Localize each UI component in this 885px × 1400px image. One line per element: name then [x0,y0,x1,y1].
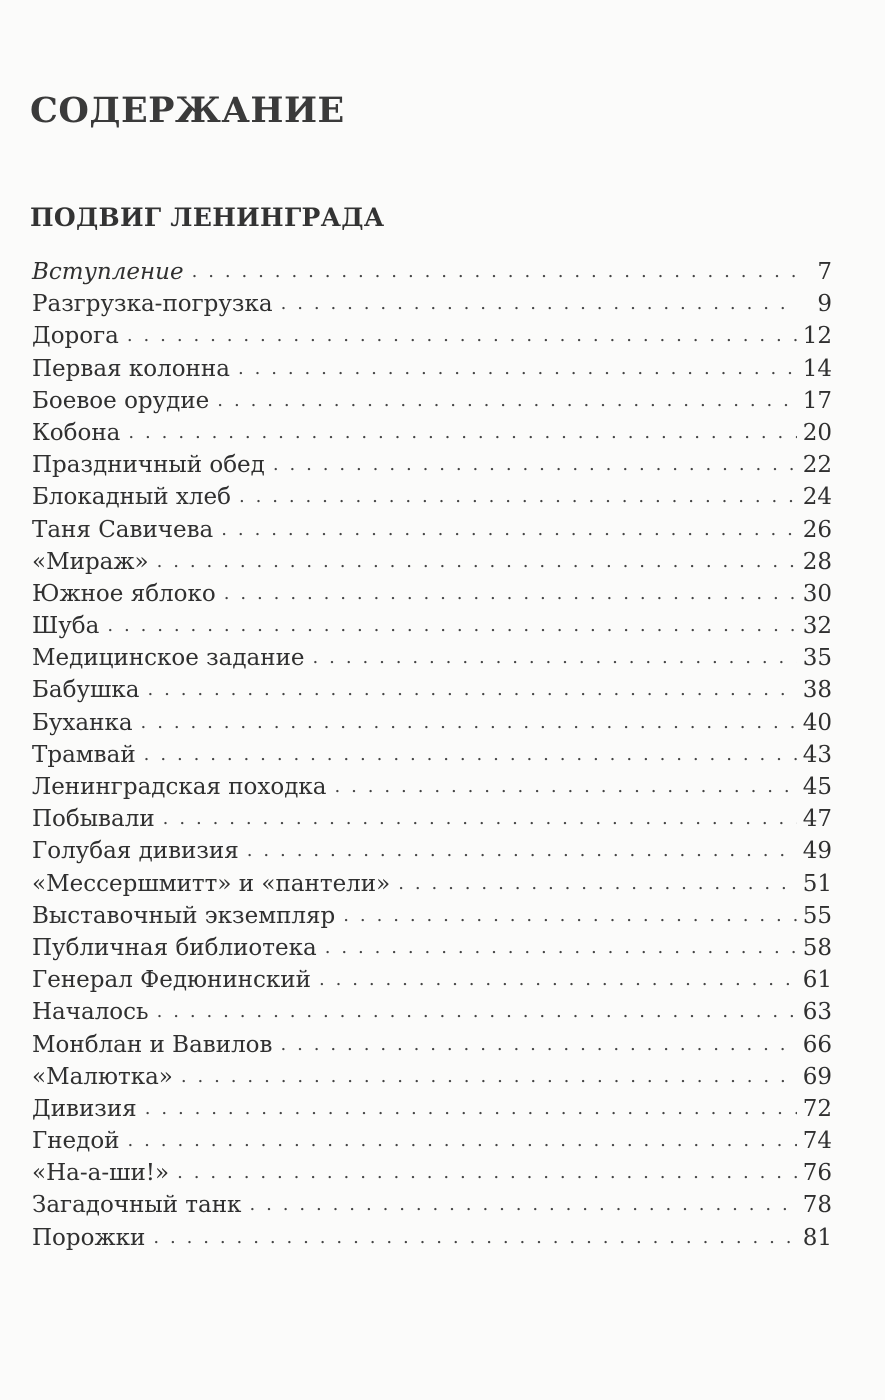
toc-entry [32,256,832,288]
toc-entry-title: «Мессершмитт» и «пантели» [32,870,391,897]
dot-leader [147,672,796,706]
dot-leader [239,479,797,513]
toc-entry-title: «Малютка» [32,1063,173,1090]
dot-leader [247,833,797,867]
toc-entry-page-number: 22 [802,452,832,479]
toc-entry-title: Монблан и Вавилов [32,1031,273,1058]
dot-leader [238,351,797,385]
toc-entry [32,739,832,771]
toc-entry-page-number: 17 [802,387,832,414]
toc-entry-title: Началось [32,999,149,1026]
dot-leader [221,512,796,546]
toc-entry [32,1061,832,1093]
toc-entry [32,771,832,803]
toc-entry-page-number: 28 [802,548,832,575]
dot-leader [280,1027,796,1061]
toc-entry-page-number: 40 [802,709,832,736]
toc-entry [32,578,832,610]
toc-entry [32,1029,832,1061]
toc-entry-page-number: 72 [802,1095,832,1122]
toc-entry [32,288,832,320]
toc-entry-title: Блокадный хлеб [32,484,231,511]
toc-entry-title: Ленинградская походка [32,774,327,800]
dot-leader [157,994,797,1028]
toc-entry-title: Выставочный экземпляр [32,902,336,929]
toc-entry-page-number: 45 [802,774,832,800]
toc-entry-title: Первая колонна [32,355,230,382]
dot-leader [128,415,796,449]
dot-leader [153,1220,796,1254]
toc-entry-page-number: 9 [817,291,832,318]
toc-entry [32,1125,832,1157]
toc-entry [32,868,832,900]
table-of-contents [32,256,832,1254]
toc-entry-title: Порожки [32,1224,146,1251]
toc-entry-title: Загадочный танк [32,1192,242,1219]
dot-leader [319,962,797,996]
dot-leader [343,898,796,932]
toc-entry [32,417,832,449]
toc-entry-title: Публичная библиотека [32,934,317,961]
toc-entry-page-number: 74 [802,1128,832,1155]
page-title: СОДЕРЖАНИЕ [30,90,345,131]
toc-entry-page-number: 43 [802,741,832,768]
toc-entry [32,1189,832,1221]
toc-entry-page-number: 69 [802,1063,832,1090]
toc-entry-title: Дорога [32,323,119,350]
toc-entry [32,964,832,996]
dot-leader [398,866,797,900]
dot-leader [325,930,797,964]
toc-entry [32,900,832,932]
toc-entry-title: Бабушка [32,677,140,704]
dot-leader [157,544,797,578]
toc-entry [32,353,832,385]
dot-leader [313,640,797,674]
toc-entry-title: Побывали [32,806,155,833]
toc-entry-page-number: 78 [802,1192,832,1219]
toc-entry-title: Гнедой [32,1128,120,1155]
toc-entry [32,610,832,642]
toc-entry-page-number: 49 [802,838,832,865]
toc-entry-title: «На-а-ши!» [32,1160,170,1187]
toc-entry-page-number: 30 [802,580,832,607]
toc-entry [32,449,832,481]
toc-entry [32,996,832,1028]
toc-entry-page-number: 66 [802,1031,832,1058]
toc-entry-title: Медицинское задание [32,645,305,672]
toc-entry [32,707,832,739]
toc-entry [32,835,832,867]
dot-leader [127,318,797,352]
toc-entry [32,1093,832,1125]
toc-entry [32,674,832,706]
dot-leader [334,769,796,803]
dot-leader [249,1187,796,1221]
dot-leader [192,254,798,288]
toc-entry-title: Праздничный обед [32,452,265,479]
toc-entry-page-number: 81 [802,1224,832,1251]
dot-leader [224,576,797,610]
dot-leader [128,1123,797,1157]
toc-entry [32,1222,832,1254]
toc-entry [32,932,832,964]
toc-entry [32,385,832,417]
toc-entry-page-number: 61 [802,967,832,994]
dot-leader [145,1091,797,1125]
dot-leader [217,383,796,417]
dot-leader [163,801,797,835]
toc-entry-title: Трамвай [32,741,136,768]
toc-entry [32,320,832,352]
toc-entry-page-number: 26 [802,516,832,543]
toc-entry-page-number: 47 [802,806,832,833]
dot-leader [177,1155,797,1189]
toc-entry-title: Дивизия [32,1095,137,1122]
toc-entry-page-number: 35 [802,645,832,672]
toc-entry-page-number: 76 [802,1160,832,1187]
toc-entry [32,1157,832,1189]
toc-entry-page-number: 14 [802,355,832,382]
toc-entry-title: Голубая дивизия [32,838,239,865]
toc-entry-page-number: 20 [802,419,832,446]
toc-entry-page-number: 63 [802,999,832,1026]
toc-entry-title: Боевое орудие [32,387,210,414]
toc-entry-page-number: 51 [802,870,832,897]
toc-entry-page-number: 58 [802,934,832,961]
toc-entry [32,481,832,513]
dot-leader [273,447,797,481]
toc-entry-page-number: 7 [817,259,832,285]
toc-entry [32,514,832,546]
toc-entry-page-number: 38 [802,677,832,704]
toc-entry-title: Кобона [32,419,121,446]
dot-leader [141,705,797,739]
toc-entry-page-number: 24 [802,484,832,511]
dot-leader [107,608,796,642]
toc-entry [32,642,832,674]
toc-entry-title: Таня Савичева [32,516,214,543]
toc-entry-page-number: 32 [802,613,832,640]
toc-entry [32,803,832,835]
toc-entry-title: Южное яблоко [32,580,216,607]
toc-entry-title: Генерал Федюнинский [32,967,311,994]
toc-entry-title: Шуба [32,613,100,640]
toc-entry-title: Вступление [32,259,184,285]
toc-entry [32,546,832,578]
toc-entry-title: Разгрузка-погрузка [32,291,273,318]
toc-entry-title: Буханка [32,709,133,736]
toc-entry-page-number: 12 [802,323,832,350]
toc-entry-title: «Мираж» [32,548,149,575]
dot-leader [281,286,798,320]
toc-entry-page-number: 55 [802,902,832,929]
dot-leader [144,737,797,771]
dot-leader [181,1059,797,1093]
section-title: ПОДВИГ ЛЕНИНГРАДА [30,203,385,232]
